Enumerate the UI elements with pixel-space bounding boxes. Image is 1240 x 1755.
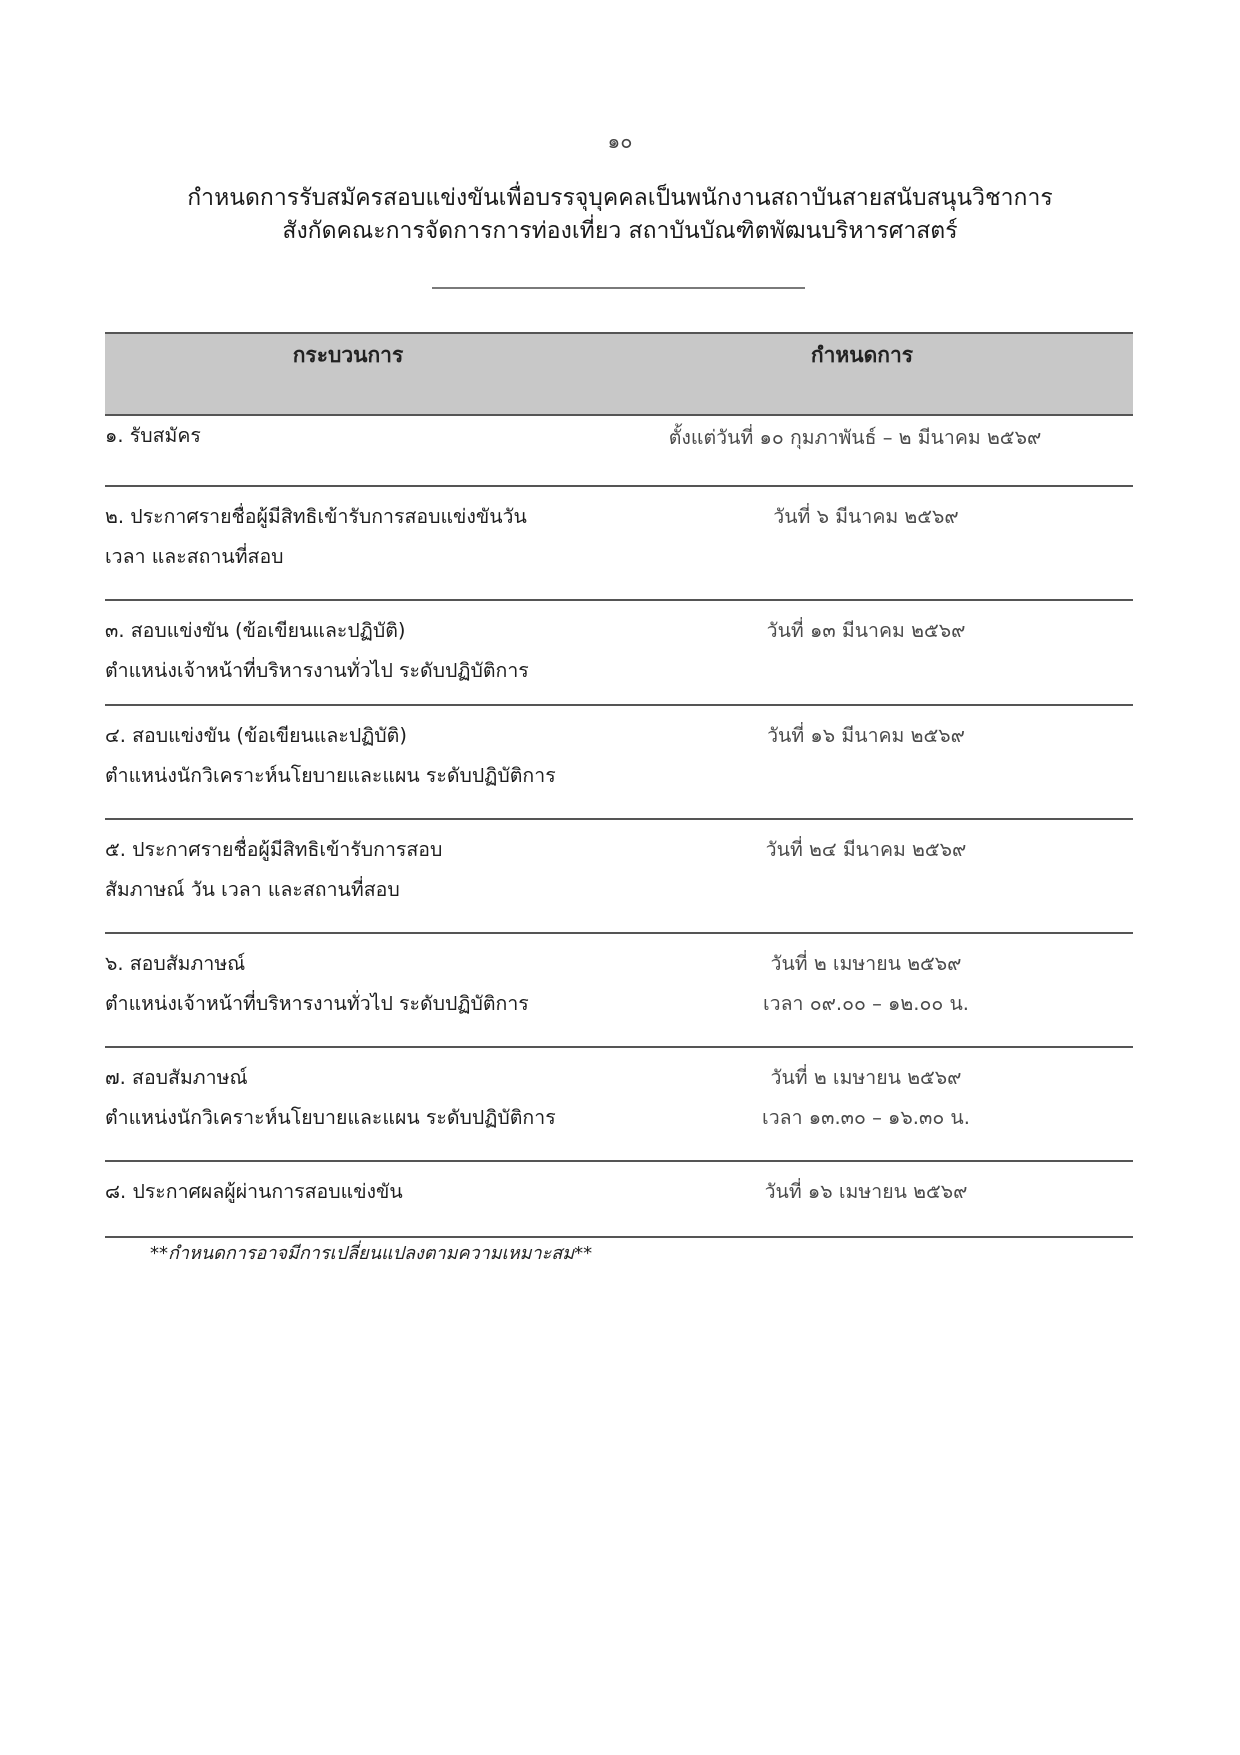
process-text: ๕. ประกาศรายชื่อผู้มีสิทธิเข้ารับการสอบ xyxy=(105,838,443,861)
process-text: ๘. ประกาศผลผู้ผ่านการสอบแข่งขัน xyxy=(105,1180,403,1203)
schedule-text: วันที่ ๒ เมษายน ๒๕๖๙ xyxy=(770,1066,962,1089)
schedule-cell xyxy=(591,830,1141,870)
schedule-text: วันที่ ๖ มีนาคม ๒๕๖๙ xyxy=(773,505,959,528)
schedule-cell xyxy=(591,1172,1141,1212)
process-text: เวลา และสถานที่สอบ xyxy=(105,545,284,568)
table-row xyxy=(105,414,1133,487)
process-text: ๔. สอบแข่งขัน (ข้อเขียนและปฏิบัติ) xyxy=(105,724,407,747)
process-text: ตำแหน่งนักวิเคราะห์นโยบายและแผน ระดับปฏิบัติการ xyxy=(105,764,556,787)
schedule-text: วันที่ ๑๖ มีนาคม ๒๕๖๙ xyxy=(767,724,965,747)
table-row xyxy=(105,487,1133,601)
document-title-line-2: สังกัดคณะการจัดการการท่องเที่ยว สถาบันบัณฑิตพัฒนบริหารศาสตร์ xyxy=(282,218,958,244)
table-row xyxy=(105,706,1133,820)
process-text: ตำแหน่งเจ้าหน้าที่บริหารงานทั่วไป ระดับปฏิบัติการ xyxy=(105,659,529,682)
process-text: ๒. ประกาศรายชื่อผู้มีสิทธิเข้ารับการสอบแข่งขันวัน xyxy=(105,505,527,528)
page-number: ๑๐ xyxy=(607,129,633,153)
schedule-cell xyxy=(591,1058,1141,1138)
document-title-line-1: กำหนดการรับสมัครสอบแข่งขันเพื่อบรรจุบุคคลเป็นพนักงานสถาบันสายสนับสนุนวิชาการ xyxy=(187,185,1053,211)
schedule-time: เวลา ๐๙.๐๐ – ๑๒.๐๐ น. xyxy=(762,992,969,1015)
process-cell xyxy=(105,497,625,577)
header-process: กระบวนการ xyxy=(292,343,404,367)
schedule-text: วันที่ ๒ เมษายน ๒๕๖๙ xyxy=(770,952,962,975)
process-text: ๓. สอบแข่งขัน (ข้อเขียนและปฏิบัติ) xyxy=(105,619,406,642)
process-text: ๑. รับสมัคร xyxy=(105,424,201,447)
schedule-time: เวลา ๑๓.๓๐ – ๑๖.๓๐ น. xyxy=(762,1106,970,1129)
process-cell xyxy=(105,1058,625,1138)
process-text: ตำแหน่งนักวิเคราะห์นโยบายและแผน ระดับปฏิบัติการ xyxy=(105,1106,556,1129)
process-text: ๖. สอบสัมภาษณ์ xyxy=(105,952,246,975)
schedule-cell xyxy=(591,944,1141,1024)
process-cell xyxy=(105,830,625,910)
table-header xyxy=(105,332,1133,416)
schedule-cell xyxy=(575,418,1135,458)
process-cell xyxy=(105,1172,625,1212)
table-row xyxy=(105,1162,1133,1238)
process-text: ตำแหน่งเจ้าหน้าที่บริหารงานทั่วไป ระดับปฏิบัติการ xyxy=(105,992,529,1015)
schedule-cell xyxy=(591,611,1141,651)
schedule-cell xyxy=(591,497,1141,537)
process-text: สัมภาษณ์ วัน เวลา และสถานที่สอบ xyxy=(105,878,400,901)
schedule-text: วันที่ ๑๓ มีนาคม ๒๕๖๙ xyxy=(766,619,966,642)
header-schedule: กำหนดการ xyxy=(810,343,914,367)
schedule-cell xyxy=(591,716,1141,756)
schedule-text: วันที่ ๑๖ เมษายน ๒๕๖๙ xyxy=(764,1180,968,1203)
process-cell xyxy=(105,611,625,691)
table-row xyxy=(105,1048,1133,1162)
process-cell xyxy=(105,416,625,456)
schedule-text: ตั้งแต่วันที่ ๑๐ กุมภาพันธ์ – ๒ มีนาคม ๒๕๖๙ xyxy=(668,426,1042,449)
process-cell xyxy=(105,944,625,1024)
title-divider xyxy=(432,287,805,289)
table-row xyxy=(105,934,1133,1048)
schedule-text: วันที่ ๒๔ มีนาคม ๒๕๖๙ xyxy=(765,838,967,861)
table-row xyxy=(105,601,1133,706)
footnote: **กำหนดการอาจมีการเปลี่ยนแปลงตามความเหมาะสม** xyxy=(150,1243,593,1264)
process-cell xyxy=(105,716,625,796)
table-row xyxy=(105,820,1133,934)
process-text: ๗. สอบสัมภาษณ์ xyxy=(105,1066,248,1089)
